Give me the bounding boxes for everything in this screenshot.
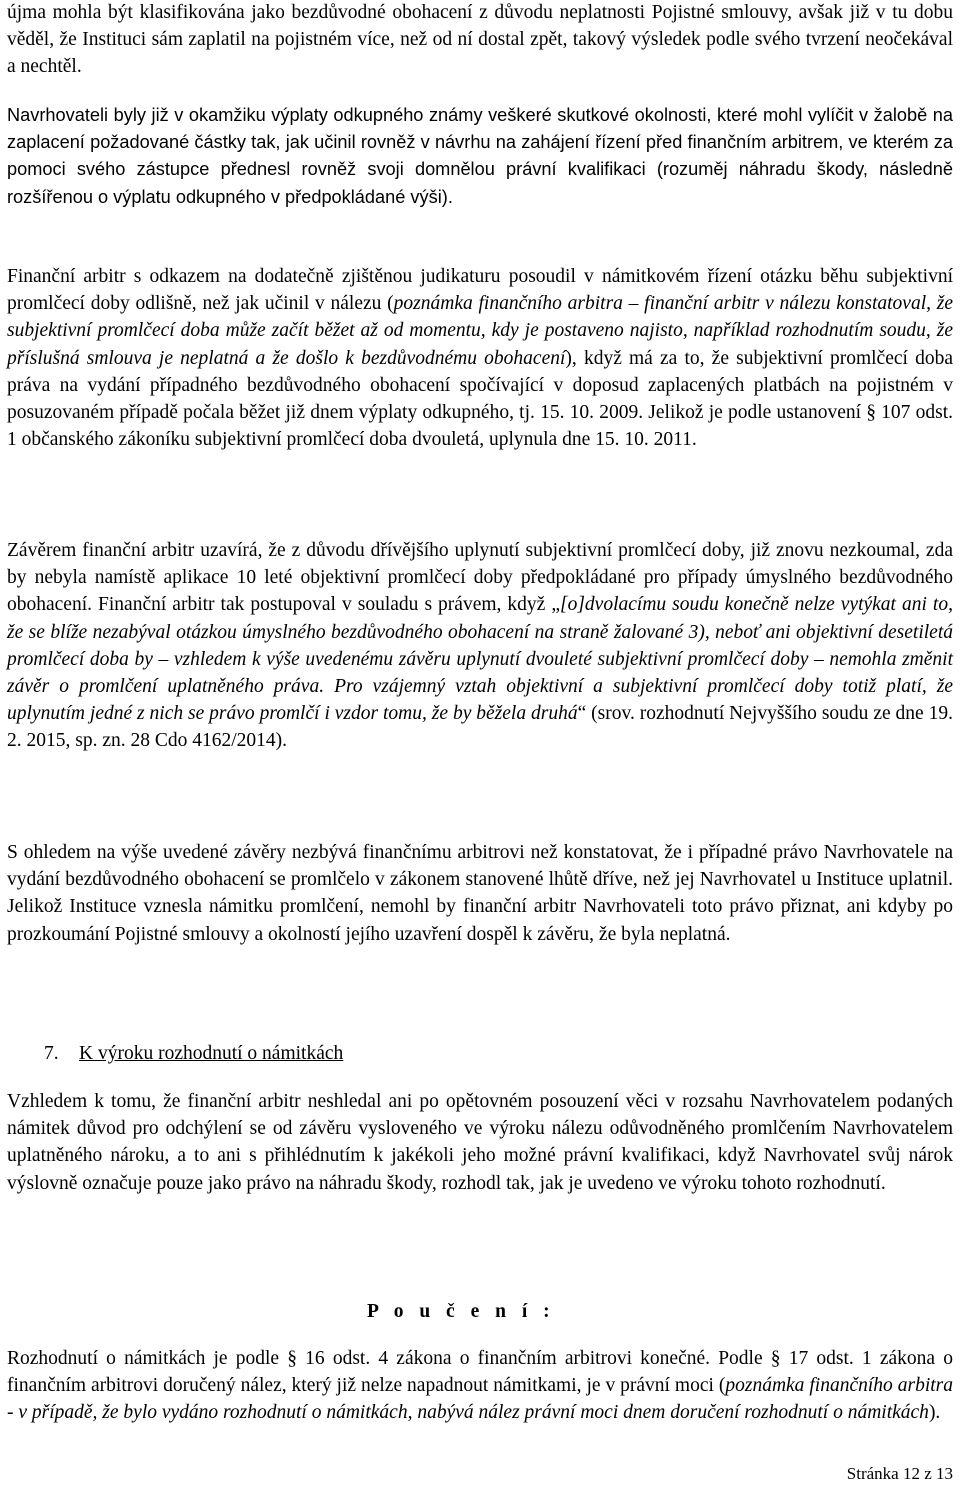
paragraph-text: Finanční arbitr s odkazem na dodatečně zjištěnou judikaturu posoudil v námitkovém řízení otázku běhu subjektivní promlčecí doby odlišně, než jak učinil v nálezu ( <box>7 266 953 315</box>
page-number: Stránka 12 z 13 <box>846 1464 953 1483</box>
paragraph-rozhodnuti <box>7 1345 953 1427</box>
paragraph-continuation: újma mohla být klasifikována jako bezdůvodné obohacení z důvodu neplatnosti Pojistné smlouvy, avšak již v tu dobu věděl, že Instituci sám zaplatil na pojistném více, než od ní dostal zpět, takový výsledek podle svého tvrzení neočekával a nechtěl. <box>7 2 953 78</box>
court-quotation: [o]dvolacímu soudu konečně nelze vytýkat ani to, že se blíže nezabýval otázkou úmyslného bezdůvodného obohacení na straně žalované 3), neboť ani objektivní desetiletá promlčecí doba by – vzhledem k výše uvedenému závěru uplynutí dvouleté subjektivní promlčecí doby – nemohla změnit závěr o promlčení uplatněného práva. Pro vzájemný vztah objektivní a subjektivní promlčecí doby totiž platí, že uplynutím jedné z nich se právo promlčí i vzdor tomu, že by běžela druhá <box>7 594 953 725</box>
paragraph-s-ohledem: S ohledem na výše uvedené závěry nezbývá finančnímu arbitrovi než konstatovat, že i případné právo Navrhovatele na vydání bezdůvodného obohacení se promlčelo v zákonem stanovené lhůtě dříve, než jej Navrhovatel u Instituce uplatnil. Jelikož Instituce vznesla námitku promlčení, nemohl by finanční arbitr Navrhovateli toto právo přiznat, ani kdyby po prozkoumání Pojistné smlouvy a okolností jejího uzavření dospěl k závěru, že byla neplatná. <box>7 842 953 945</box>
paragraph-text: ). <box>928 1402 941 1424</box>
paragraph-text: “ (srov. rozhodnutí Nejvyššího soudu ze dne 19. 2. 2015, sp. zn. 28 Cdo 4162/2014). <box>7 703 953 752</box>
section-number: 7. <box>44 1043 59 1064</box>
paragraph-text: Rozhodnutí o námitkách je podle § 16 odst. 4 zákona o finančním arbitrovi konečné. Podle § 17 odst. 1 zákona o finančním arbitrovi doručený nález, který již nelze napadnout námitkami, je v právní moci ( <box>7 1348 953 1397</box>
paragraph-financni-arbitr-odkaz <box>7 263 953 453</box>
arbiter-note: poznámka finančního arbitra – finanční arbitr v nálezu konstatoval, že subjektivní promlčecí doba může začít běžet až od momentu, kdy je postaveno najisto, například rozhodnutím soudu, že příslušná smlouva je neplatná a že došlo k bezdůvodnému obohacení <box>7 293 953 369</box>
paragraph-text: Závěrem finanční arbitr uzavírá, že z důvodu dřívějšího uplynutí subjektivní promlčecí doby, již znovu nezkoumal, zda by nebyla namístě aplikace 10 leté objektivní promlčecí doby předpokládané pro případy úmyslného bezdůvodného obohacení. Finanční arbitr tak postupoval v souladu s právem, když „ <box>7 540 953 616</box>
paragraph-navrhovateli: Navrhovateli byly již v okamžiku výplaty odkupného známy veškeré skutkové okolnosti, které mohl vylíčit v žalobě na zaplacení požadované částky tak, jak učinil rovněž v návrhu na zahájení řízení před finančním arbitrem, ve kterém za pomoci svého zástupce přednesl rovněž svoji domnělou právní kvalifikaci (rozuměj náhradu škody, následně rozšířenou o výplatu odkupného v předpokládané výši). <box>7 105 953 207</box>
section-title: K výroku rozhodnutí o námitkách <box>79 1043 344 1064</box>
arbiter-note: poznámka finančního arbitra - v případě, že bylo vydáno rozhodnutí o námitkách, nabývá nález právní moci dnem doručení rozhodnutí o námitkách <box>7 1375 953 1424</box>
paragraph-vzhledem: Vzhledem k tomu, že finanční arbitr neshledal ani po opětovném posouzení věci v rozsahu Navrhovatelem podaných námitek důvod pro odchýlení se od závěru vysloveného ve výroku nálezu odůvodněného promlčením Navrhovatelem uplatněného nároku, a to ani s přihlédnutím k jakékoli jeho možné právní kvalifikaci, když Navrhovatel svůj nárok výslovně označuje pouze jako právo na náhradu škody, rozhodl tak, jak je uvedeno ve výroku tohoto rozhodnutí. <box>7 1091 953 1194</box>
paragraph-zaverem <box>7 537 953 755</box>
section-heading <box>44 1040 343 1067</box>
poucheni-heading: P o u č e n í : <box>367 1301 556 1322</box>
paragraph-text: ), když má za to, že subjektivní promlčecí doba práva na vydání případného bezdůvodného obohacení spočívající v doposud zaplacených platbách na pojistném v posuzovaném případě počala běžet již dnem výplaty odkupného, tj. 15. 10. 2009. Jelikož je podle ustanovení § 107 odst. 1 občanského zákoníku subjektivní promlčecí doba dvouletá, uplynula dne 15. 10. 2011. <box>7 347 953 451</box>
